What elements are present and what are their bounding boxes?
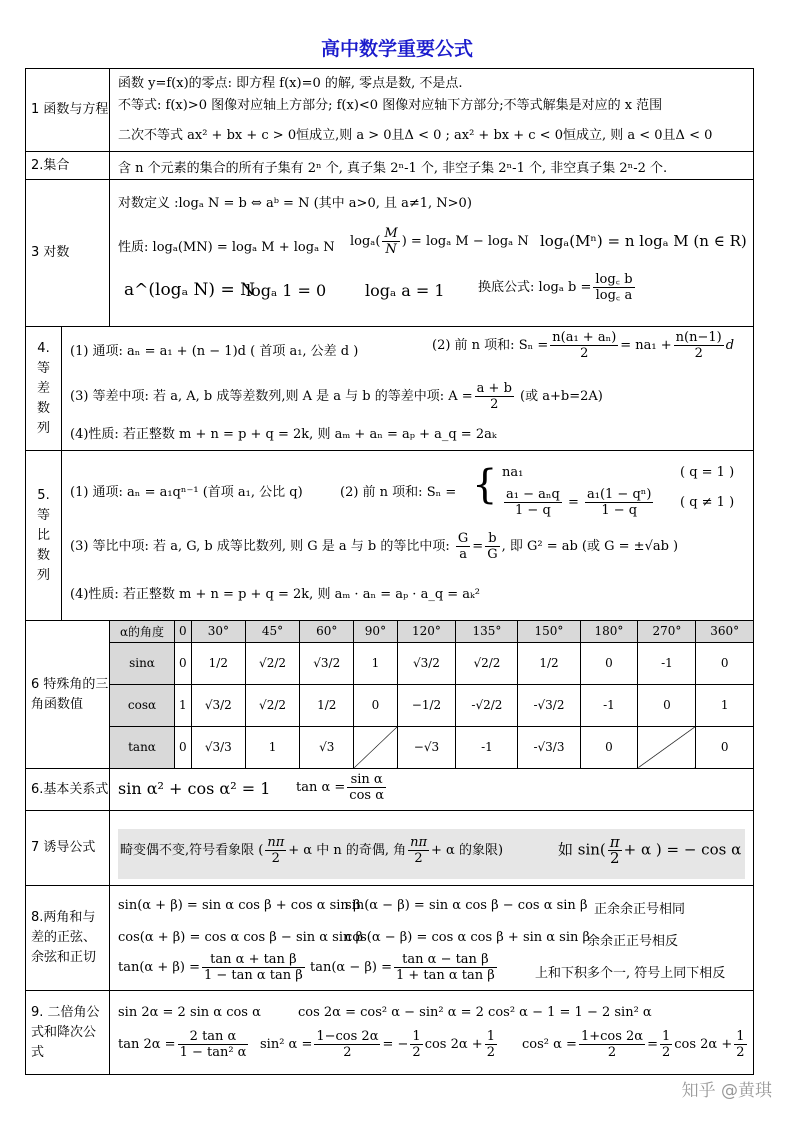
quadratic-inequality-text: 二次不等式 ax² + bx + c > 0恒成立,则 a > 0且Δ < 0 ; ax² + bx + c < 0恒成立, 则 a < 0且Δ < 0 (118, 128, 713, 143)
prop-label: 性质: (118, 240, 149, 255)
arith-mean: (3) 等差中项: 若 a, A, b 成等差数列,则 A 是 a 与 b 的等差中项: A = $\frac{a + b}{2}$ (或 a+b=2A) (70, 381, 603, 412)
sin-row (110, 642, 753, 684)
value-cell: 1/2 (300, 684, 354, 726)
sin-sum: sin(α + β) = sin α cos β + cos α sin β (118, 898, 361, 913)
geo-general-term: (1) 通项: aₙ = a₁qⁿ⁻¹ (首项 a₁, 公比 q) (70, 485, 303, 500)
cos-row (110, 684, 753, 726)
geo-property: (4)性质: 若正整数 m + n = p + q = 2k, 则 aₘ · aₙ = aₚ · a_q = aₖ² (70, 587, 481, 602)
value-cell: −1/2 (397, 684, 456, 726)
value-cell: √2/2 (245, 684, 299, 726)
section-sets (26, 152, 753, 180)
angle-cell: 0 (175, 621, 192, 642)
section-label: 1 函数与方程 (26, 69, 110, 151)
value-cell: 0 (580, 642, 638, 684)
section-basic-relations (26, 769, 753, 811)
value-cell: √2/2 (456, 642, 518, 684)
value-cell: 1/2 (191, 642, 245, 684)
log-one: logₐ 1 = 0 (246, 281, 327, 300)
section-label: 6 特殊角的三角函数值 (26, 621, 110, 768)
tan-sum: tan(α + β) = $\frac{\text{tan α + tan β}}{\text{1 − tan α tan β}}$ (118, 952, 303, 983)
value-cell: √3 (300, 726, 354, 768)
geo-mean: (3) 等比中项: 若 a, G, b 成等比数列, 则 G 是 a 与 b 的等比中项: $\frac{G}{a}$ = $\frac{b}{G}$ , 即 G² = ab (或 G = ±√ab ) (70, 531, 679, 562)
log-identity: a^(logₐ N) = N (124, 280, 255, 300)
section-label: 6.基本关系式 (26, 769, 110, 810)
angle-cell: 135° (456, 621, 518, 642)
log-properties (118, 236, 335, 255)
section-label: 5.等比数列 (26, 451, 62, 620)
section-label: 4.等差数列 (26, 327, 62, 450)
value-cell: 1 (354, 642, 397, 684)
cos-note: 余余正正号相反 (587, 934, 679, 949)
section-sum-difference (26, 886, 753, 991)
log-power: logₐ(Mⁿ) = n logₐ M (n ∈ R) (540, 232, 747, 250)
trig-table (110, 621, 753, 768)
value-cell: 1 (696, 684, 753, 726)
page-title: 高中数学重要公式 (320, 38, 473, 60)
value-cell: √3/2 (300, 642, 354, 684)
zero-point-text: 函数 y=f(x)的零点: 即方程 f(x)=0 的解, 零点是数, 不是点. (118, 76, 463, 91)
value-cell: √3/2 (191, 684, 245, 726)
watermark: 知乎 @黄琪 (681, 1081, 772, 1101)
mnemonic-text: 畸变偶不变,符号看象限 ( $\frac{n\pi}{2}$ + α 中 n 的奇偶, 角 $\frac{n\pi}{2}$ + α 的象限) (120, 835, 504, 866)
section-geometric-sequence (26, 451, 753, 621)
value-cell: √2/2 (245, 642, 299, 684)
tan-note: 上和下积多个一, 符号上同下相反 (535, 966, 726, 981)
section-double-angle (26, 991, 753, 1074)
sin-note: 正余余正号相同 (594, 902, 686, 917)
change-of-base: 换底公式: logₐ b = $\frac{\log꜀ b}{\log꜀ a}$ (478, 272, 633, 303)
value-cell: 0 (175, 642, 192, 684)
section-arithmetic-sequence (26, 327, 753, 451)
value-cell: √3/3 (191, 726, 245, 768)
log-definition: 对数定义 :logₐ N = b ⇔ aᵇ = N (其中 a>0, 且 a≠1, N>0) (118, 196, 472, 211)
row-name: tanα (110, 726, 175, 768)
section-logarithm (26, 180, 753, 327)
cos-double: cos 2α = cos² α − sin² α = 2 cos² α − 1 = 1 − 2 sin² α (298, 1005, 652, 1020)
value-cell: -1 (638, 642, 696, 684)
angle-cell: 90° (354, 621, 397, 642)
arith-property: (4)性质: 若正整数 m + n = p + q = 2k, 则 aₘ + aₙ = aₚ + a_q = 2aₖ (70, 427, 497, 442)
value-cell: -√3/3 (518, 726, 580, 768)
value-cell: 0 (175, 726, 192, 768)
undefined-cell (638, 726, 696, 768)
cos-squared: cos² α = $\frac{1+\cos 2\alpha}{2}$ = $\frac{1}{2}$ cos 2α + $\frac{1}{2}$ (522, 1029, 745, 1060)
geo-sum-case2-cond: ( q ≠ 1 ) (680, 495, 735, 510)
undefined-cell (354, 726, 397, 768)
arith-sum: (2) 前 n 项和: Sₙ = $\frac{\text{n(a₁ + aₙ)}}{2}$ = na₁ + $\frac{n(n-1)}{2}$ d (432, 330, 735, 361)
value-cell: 1/2 (518, 642, 580, 684)
angle-cell: 45° (245, 621, 299, 642)
value-cell: -√2/2 (456, 684, 518, 726)
value-cell: 0 (696, 642, 753, 684)
angle-cell: 270° (638, 621, 696, 642)
geo-sum-case2: $\frac{\text{a₁ − aₙq}}{1 - q}$ = $\frac{\text{a₁(1 − qⁿ)}}{1 - q}$ (506, 487, 652, 518)
value-cell: 1 (175, 684, 192, 726)
log-quotient: logₐ( $\frac{M}{N}$ ) = logₐ M − logₐ N (350, 226, 529, 257)
brace: { (472, 462, 498, 508)
section-reduction-formulas (26, 811, 753, 886)
log-base: logₐ a = 1 (365, 281, 445, 300)
tan-double: tan 2α = $\frac{\text{2 tan α}}{\text{1 − tan² α}}$ (118, 1029, 247, 1060)
section-label: 2.集合 (26, 152, 110, 179)
angle-cell: 120° (397, 621, 456, 642)
cos-sum: cos(α + β) = cos α cos β − sin α sin β (118, 930, 364, 945)
geo-sum-label: (2) 前 n 项和: Sₙ = (340, 485, 457, 500)
section-trig-values (26, 621, 753, 769)
value-cell: −√3 (397, 726, 456, 768)
inequality-text: 不等式: f(x)>0 图像对应轴上方部分; f(x)<0 图像对应轴下方部分;不等式解集是对应的 x 范围 (118, 98, 663, 113)
section-label: 8.两角和与差的正弦、余弦和正切 (26, 886, 110, 990)
section-label: 3 对数 (26, 180, 110, 326)
section-functions (26, 69, 753, 152)
arith-general-term: (1) 通项: aₙ = a₁ + (n − 1)d ( 首项 a₁, 公差 d ) (70, 344, 359, 359)
value-cell: √3/2 (397, 642, 456, 684)
value-cell: 0 (580, 726, 638, 768)
angle-cell: 360° (696, 621, 753, 642)
angle-cell: 30° (191, 621, 245, 642)
section-label: 9. 二倍角公式和降次公式 (26, 991, 110, 1074)
row-name: cosα (110, 684, 175, 726)
value-cell: -1 (456, 726, 518, 768)
geo-sum-case1-cond: ( q = 1 ) (680, 465, 735, 480)
trig-header-row (110, 621, 753, 642)
reduction-example: 如 sin( $\frac{\pi}{2}$ + α ) = − cos α (558, 833, 742, 867)
log-product: logₐ(MN) = logₐ M + logₐ N (152, 240, 335, 255)
row-name: sinα (110, 642, 175, 684)
section-label: 7 诱导公式 (26, 811, 110, 885)
sin-double: sin 2α = 2 sin α cos α (118, 1005, 261, 1020)
value-cell: 0 (638, 684, 696, 726)
tangent-identity: tan α = $\frac{\text{sin α}}{\text{cos α}}$ (296, 772, 384, 803)
value-cell: -√3/2 (518, 684, 580, 726)
sin-diff: sin(α − β) = sin α cos β − cos α sin β (345, 898, 588, 913)
value-cell: 0 (354, 684, 397, 726)
pythagorean-identity: sin α² + cos α² = 1 (118, 779, 271, 798)
sin-squared: sin² α = $\frac{1-\cos 2\alpha}{2}$ = − $\frac{1}{2}$ cos 2α + $\frac{1}{2}$ (260, 1029, 495, 1060)
subset-count-text: 含 n 个元素的集合的所有子集有 2ⁿ 个, 真子集 2ⁿ-1 个, 非空子集 2ⁿ-1 个, 非空真子集 2ⁿ-2 个. (118, 161, 668, 176)
formula-table (25, 68, 754, 1075)
cos-diff: cos(α − β) = cos α cos β + sin α sin β (345, 930, 591, 945)
tan-row (110, 726, 753, 768)
angle-cell: 60° (300, 621, 354, 642)
value-cell: 1 (245, 726, 299, 768)
angle-cell: 150° (518, 621, 580, 642)
value-cell: -1 (580, 684, 638, 726)
angle-header: α的角度 (110, 621, 175, 642)
geo-sum-case1: na₁ (502, 465, 524, 480)
angle-cell: 180° (580, 621, 638, 642)
tan-diff: tan(α − β) = $\frac{\text{tan α − tan β}}{\text{1 + tan α tan β}}$ (310, 952, 495, 983)
value-cell: 0 (696, 726, 753, 768)
